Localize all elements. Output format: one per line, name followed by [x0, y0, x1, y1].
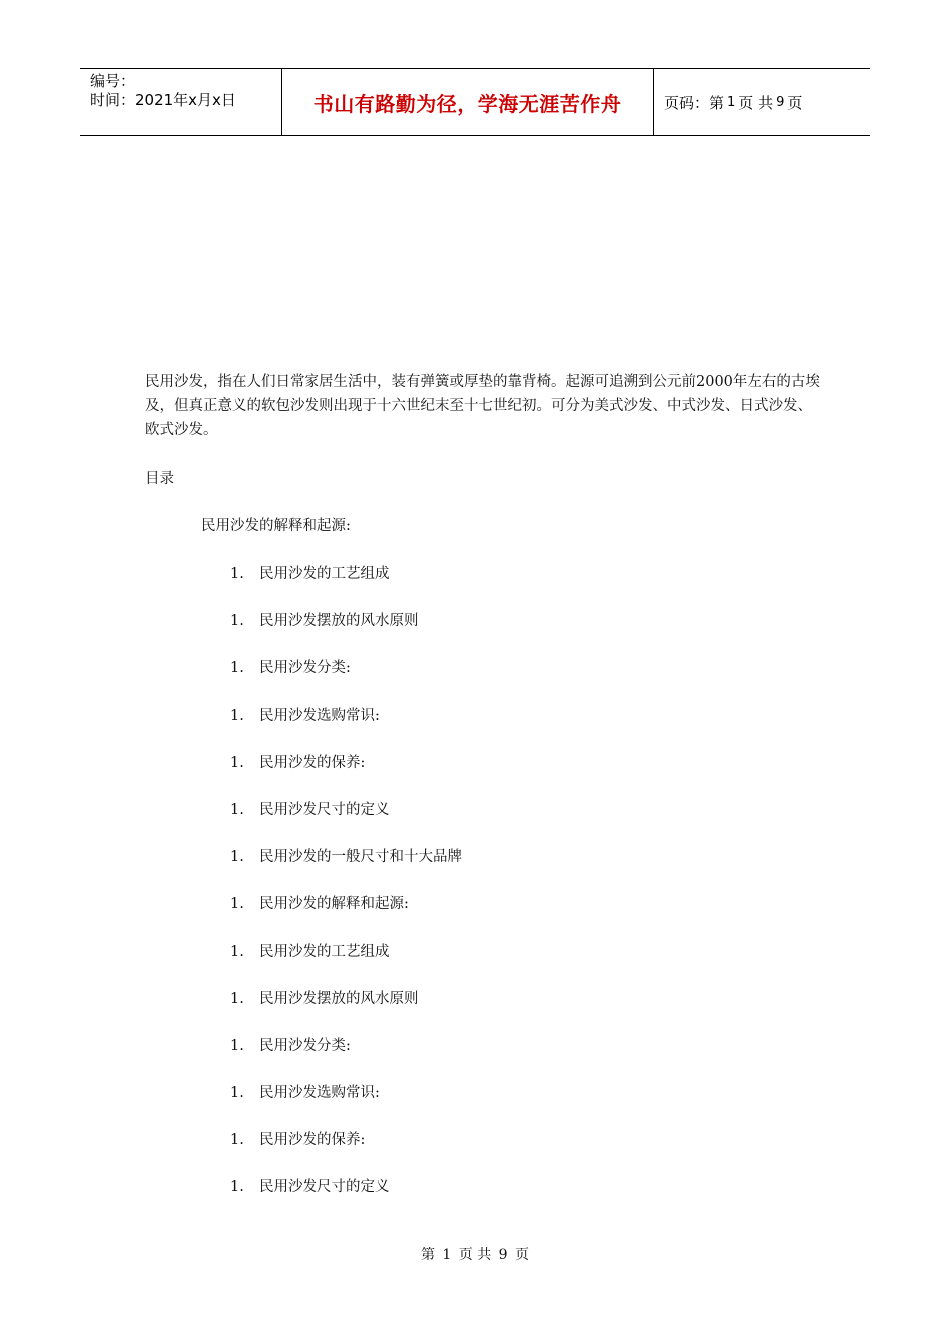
toc-item [230, 798, 462, 845]
toc-item-index: 1. [230, 849, 244, 866]
document-number-label: 编号： [90, 72, 136, 90]
toc-item [230, 1034, 462, 1081]
toc-item [230, 704, 462, 751]
toc-item-index: 1. [230, 1132, 244, 1149]
toc-item [230, 656, 462, 703]
footer-page-current: 1 [442, 1247, 452, 1263]
toc-item [230, 1081, 462, 1128]
toc-item [230, 609, 462, 656]
toc-item [230, 1128, 462, 1175]
toc-item-index: 1. [230, 1085, 244, 1102]
toc-item-index: 1. [230, 1179, 244, 1196]
toc-item-text: 民用沙发分类: [259, 660, 351, 677]
toc-list [230, 562, 462, 1223]
toc-item-text: 民用沙发的工艺组成 [259, 943, 390, 960]
toc-item-index: 1. [230, 896, 244, 913]
toc-item-text: 民用沙发尺寸的定义 [259, 1179, 390, 1196]
toc-title: 目录 [145, 471, 174, 487]
toc-item-index: 1. [230, 707, 244, 724]
toc-item-text: 民用沙发摆放的风水原则 [259, 990, 419, 1007]
page-footer [0, 1245, 950, 1265]
header-page-prefix: 页码：第 [664, 93, 725, 112]
toc-item-text: 民用沙发的一般尺寸和十大品牌 [259, 849, 462, 866]
footer-suffix: 页 [515, 1247, 530, 1263]
toc-item [230, 1175, 462, 1222]
toc-item-text: 民用沙发的工艺组成 [259, 566, 390, 582]
toc-item-index: 1. [230, 801, 244, 818]
header-page-cell [654, 69, 870, 135]
header-motto-cell [282, 69, 654, 135]
toc-item [230, 892, 462, 939]
header-meta-cell [80, 69, 282, 135]
footer-mid: 页 共 [458, 1247, 492, 1263]
page-header-table [80, 68, 870, 136]
toc-item [230, 845, 462, 892]
header-page-suffix: 页 [787, 93, 803, 112]
toc-item-index: 1. [230, 1037, 244, 1054]
toc-item [230, 562, 462, 609]
header-page-total: 9 [776, 94, 785, 110]
toc-item-text: 民用沙发选购常识: [259, 707, 380, 724]
toc-item-index: 1. [230, 566, 244, 582]
toc-item-index: 1. [230, 990, 244, 1007]
toc-item-index: 1. [230, 943, 244, 960]
footer-page-total: 9 [498, 1247, 508, 1263]
toc-item-text: 民用沙发的保养: [259, 754, 366, 771]
toc-first-entry: 民用沙发的解释和起源: [201, 518, 351, 534]
toc-item-text: 民用沙发的解释和起源: [259, 896, 409, 913]
header-page-mid: 页 共 [738, 93, 774, 112]
toc-item-text: 民用沙发选购常识: [259, 1085, 380, 1102]
header-motto: 书山有路勤为径，学海无涯苦作舟 [313, 91, 622, 116]
footer-prefix: 第 [420, 1247, 435, 1263]
toc-item-text: 民用沙发的保养: [259, 1132, 366, 1149]
toc-item-text: 民用沙发摆放的风水原则 [259, 613, 419, 630]
document-time-label: 时间：2021年x月x日 [90, 91, 236, 109]
toc-item [230, 751, 462, 798]
toc-item [230, 987, 462, 1034]
toc-item-text: 民用沙发分类: [259, 1037, 351, 1054]
toc-item [230, 940, 462, 987]
toc-item-text: 民用沙发尺寸的定义 [259, 801, 390, 818]
toc-item-index: 1. [230, 660, 244, 677]
toc-item-index: 1. [230, 754, 244, 771]
toc-item-index: 1. [230, 613, 244, 630]
header-page-current: 1 [727, 94, 736, 110]
intro-paragraph: 民用沙发，指在人们日常家居生活中，装有弹簧或厚垫的靠背椅。起源可追溯到公元前2000年左右的古埃及，但真正意义的软包沙发则出现于十六世纪末至十七世纪初。可分为美式沙发、中式沙发、日式沙发、欧式沙发。 [145, 374, 820, 438]
